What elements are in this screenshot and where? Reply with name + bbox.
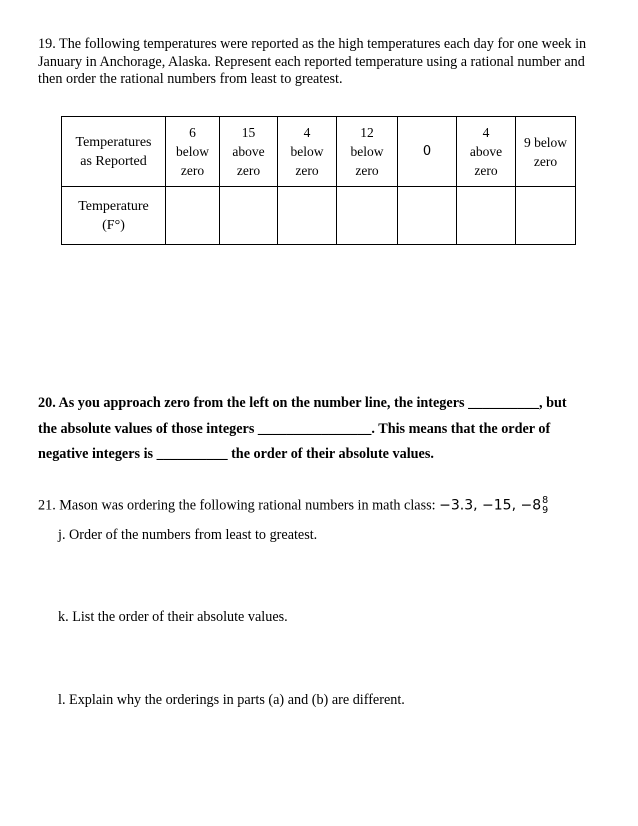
answer-cell[interactable] bbox=[516, 187, 576, 245]
question-21-text: 21. Mason was ordering the following rational numbers in math class: bbox=[38, 497, 440, 514]
fraction-numerator: 8 bbox=[542, 495, 549, 506]
part-l: l. Explain why the orderings in parts (a) and (b) are different. bbox=[58, 692, 405, 708]
question-19-text: 19. The following temperatures were reported as the high temperatures each day for one week in January in Anchorage, Alaska. Represent each reported temperature using a rational number and then order the rational numbers from least to greatest. bbox=[38, 36, 587, 87]
question-20-line-2: the absolute values of those integers ________________. This means that the order of bbox=[38, 420, 551, 437]
question-20-line-1: 20. As you approach zero from the left on the number line, the integers __________, but bbox=[38, 395, 567, 411]
cell-zero: 0 bbox=[398, 117, 457, 187]
answer-cell[interactable] bbox=[337, 187, 398, 245]
cell-6-below: 6 below zero bbox=[166, 117, 220, 187]
answer-cell[interactable] bbox=[220, 187, 278, 245]
answer-cell[interactable] bbox=[278, 187, 337, 245]
table-row-reported bbox=[62, 117, 576, 187]
part-k: k. List the order of their absolute values. bbox=[58, 609, 288, 625]
cell-4-below: 4 below zero bbox=[278, 117, 337, 187]
question-20-line-3: negative integers is __________ the order of their absolute values. bbox=[38, 446, 434, 462]
answer-cell[interactable] bbox=[398, 187, 457, 245]
cell-12-below: 12 below zero bbox=[337, 117, 398, 187]
temperature-table bbox=[61, 116, 576, 245]
row-header-reported: Temperatures as Reported bbox=[62, 117, 166, 187]
fraction-eight-ninths bbox=[542, 496, 548, 516]
fraction-denominator: 9 bbox=[542, 505, 549, 516]
answer-cell[interactable] bbox=[166, 187, 220, 245]
answer-cell[interactable] bbox=[457, 187, 516, 245]
question-21-intro bbox=[38, 496, 618, 516]
question-21-numbers: −3.3, −15, −8 bbox=[439, 497, 542, 514]
row-header-temperature: Temperature (F°) bbox=[62, 187, 166, 245]
cell-4-above: 4 above zero bbox=[457, 117, 516, 187]
question-20 bbox=[38, 391, 610, 468]
cell-9-below: 9 below zero bbox=[516, 117, 576, 187]
cell-15-above: 15 above zero bbox=[220, 117, 278, 187]
part-j: j. Order of the numbers from least to greatest. bbox=[58, 527, 318, 543]
table-row-temperature bbox=[62, 187, 576, 245]
